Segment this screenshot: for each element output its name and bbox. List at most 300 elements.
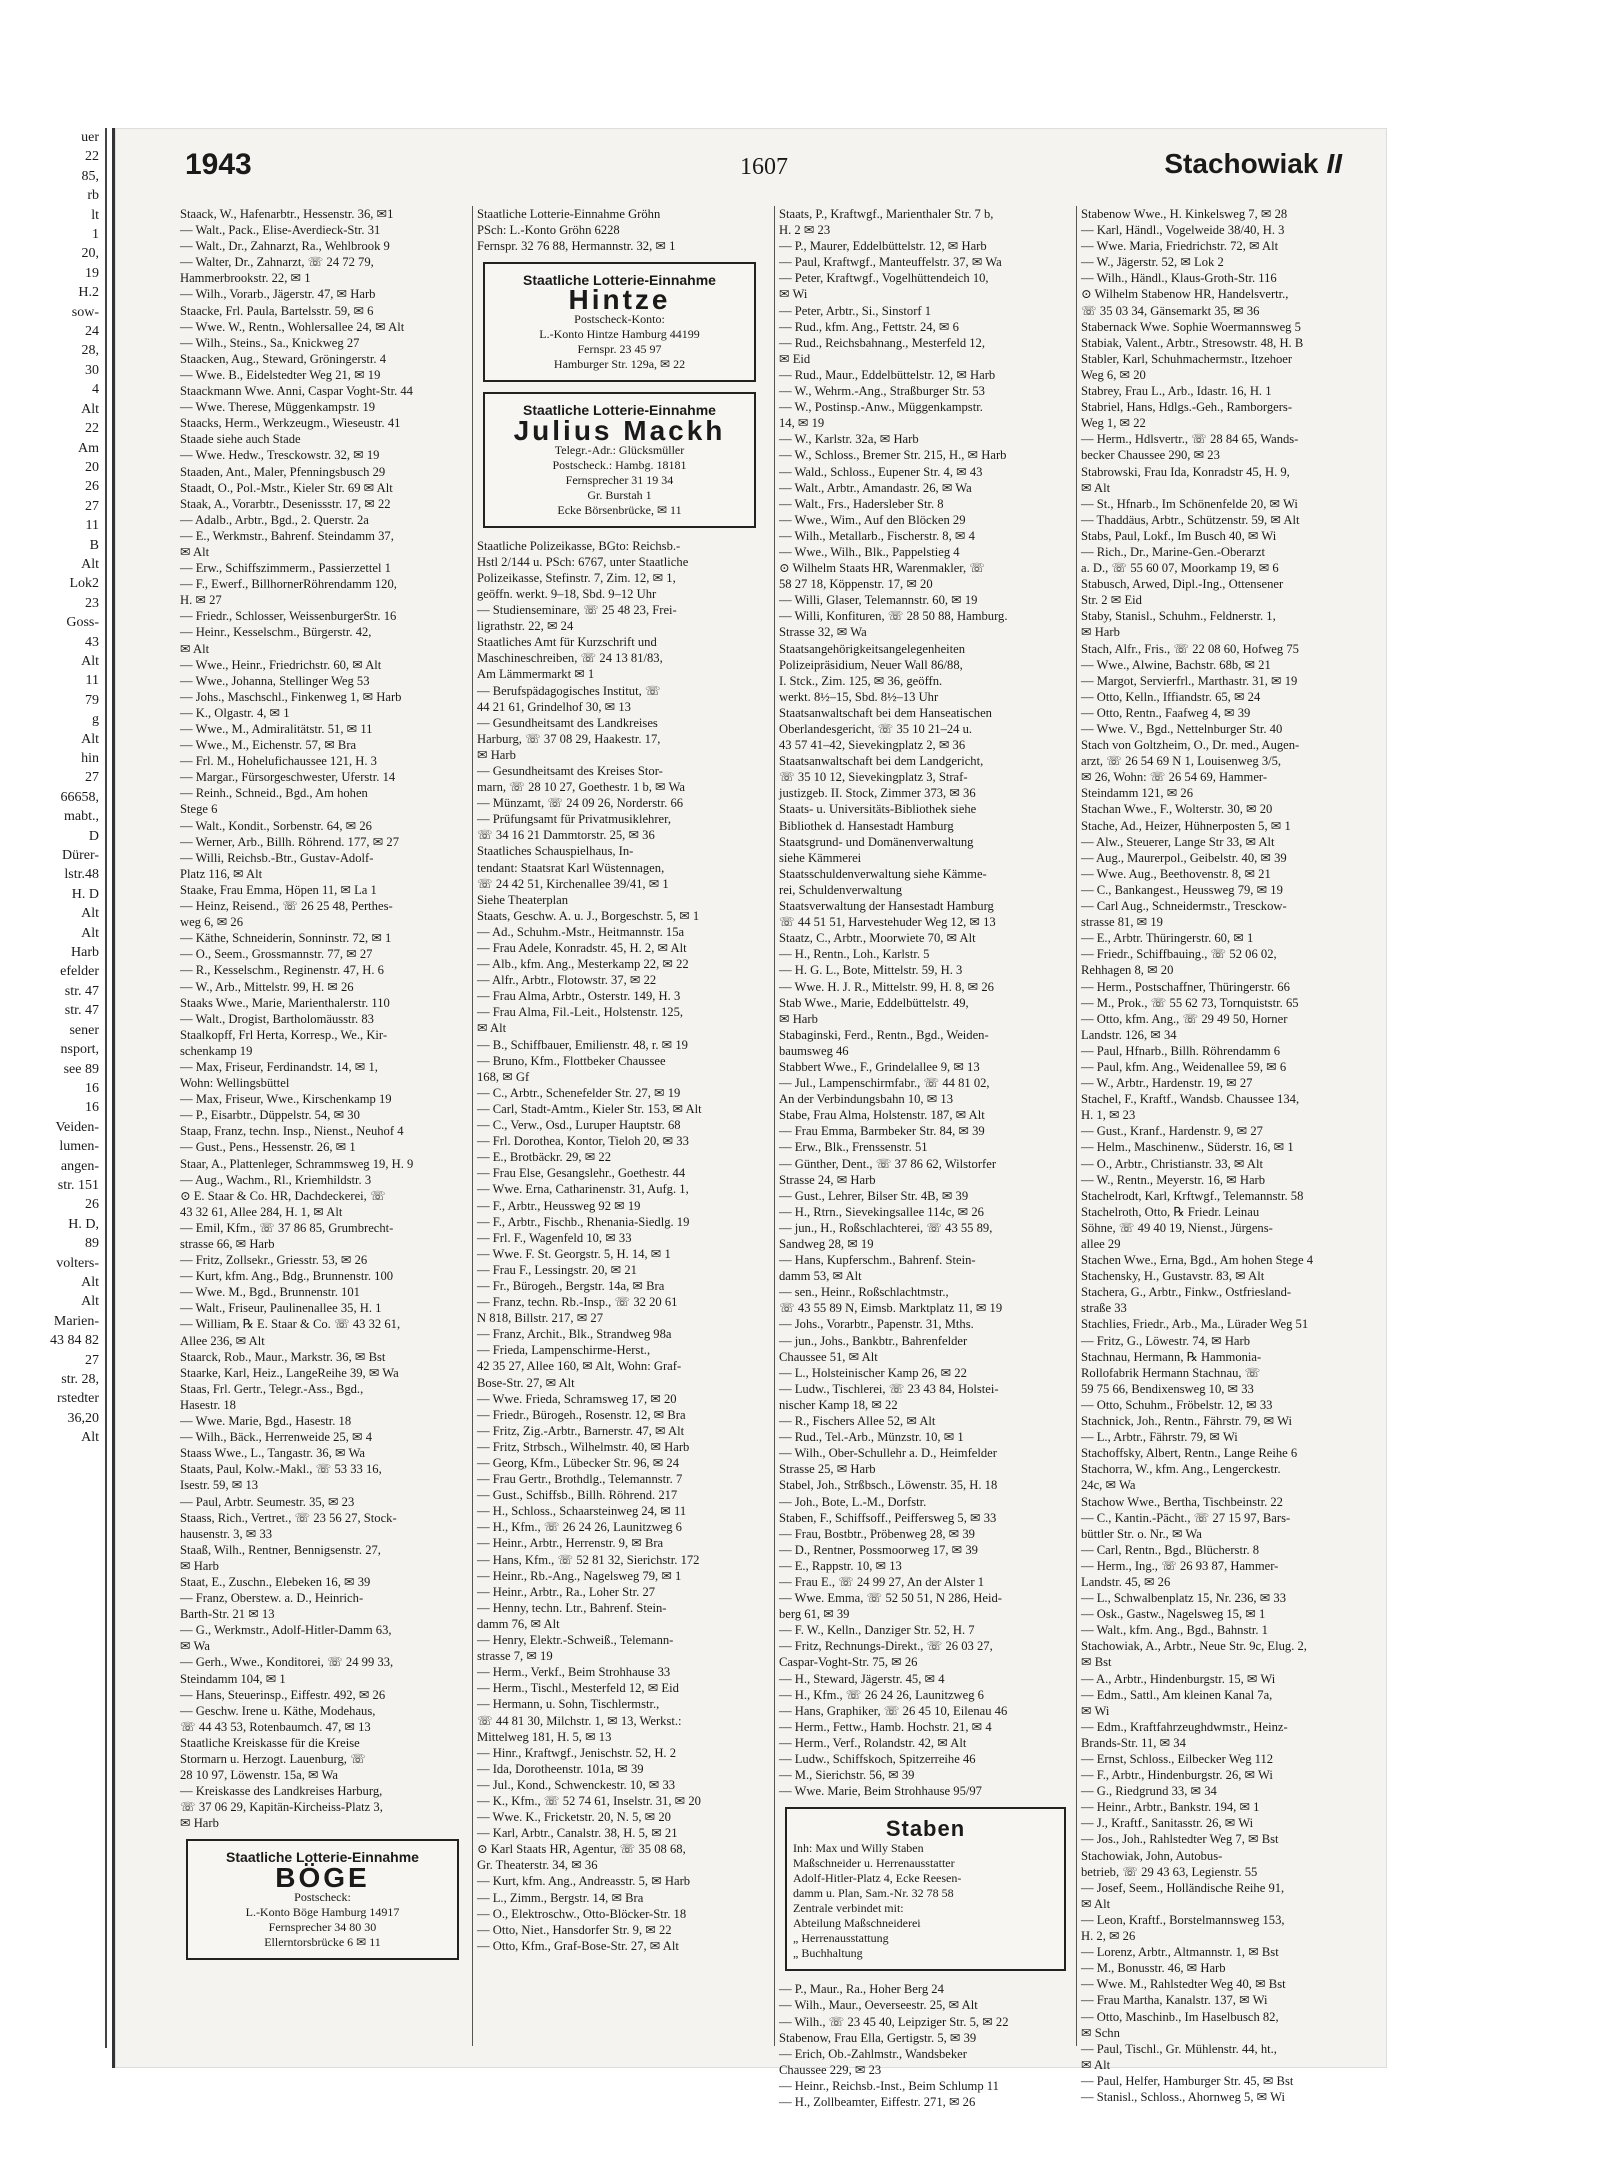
directory-entry: — Wwe. Marie, Beim Strohhause 95/97 xyxy=(779,1784,982,1799)
adjacent-page-text: Goss- xyxy=(66,615,99,631)
adjacent-page-text: 30 xyxy=(85,362,99,378)
directory-entry: — Lorenz, Arbtr., Altmannstr. 1, ✉ Bst xyxy=(1081,1945,1279,1960)
directory-entry: — Fr., Bürogeh., Bergstr. 14a, ✉ Bra xyxy=(477,1278,665,1293)
directory-entry: damm 76, ✉ Alt xyxy=(477,1616,560,1631)
directory-entry: — Günther, Dent., ☏ 37 86 62, Wilstorfer xyxy=(779,1156,997,1171)
directory-entry: 14, ✉ 19 xyxy=(779,416,825,431)
directory-entry: ✉ Wi xyxy=(1081,1703,1110,1718)
directory-entry: Staaden, Ant., Maler, Pfenningsbusch 29 xyxy=(180,464,386,479)
adjacent-page-text: H. D xyxy=(71,886,99,902)
directory-entry: ☏ 44 81 30, Milchstr. 1, ✉ 13, Werkst.: xyxy=(477,1713,682,1728)
directory-entry: — Wwe. Erna, Catharinenstr. 31, Aufg. 1, xyxy=(477,1182,689,1197)
directory-entry: geöffn. werkt. 9–18, Sbd. 9–12 Uhr xyxy=(477,586,657,601)
directory-entry: strasse 66, ✉ Harb xyxy=(180,1237,275,1251)
directory-entry: — B., Schiffbauer, Emilienstr. 48, r. ✉ 19 xyxy=(477,1037,688,1052)
directory-entry: Staackmann Wwe. Anni, Caspar Voght-Str. 44 xyxy=(180,384,413,399)
directory-entry: — F., Arbtr., Hindenburgstr. 26, ✉ Wi xyxy=(1081,1768,1273,1783)
directory-entry: Stachoffsky, Albert, Rentn., Lange Reihe 6 xyxy=(1081,1446,1298,1461)
directory-entry: — Franz, Archit., Blk., Strandweg 98a xyxy=(477,1327,672,1342)
directory-entry: Staadt, O., Pol.-Mstr., Kieler Str. 69 ✉ Alt xyxy=(180,480,393,495)
directory-entry: — W., Schloss., Bremer Str. 215, H., ✉ Harb xyxy=(779,448,1007,463)
directory-entry: — H., Kfm., ☏ 26 24 26, Launitzweg 6 xyxy=(477,1520,682,1535)
directory-entry: ☏ 43 55 89 N, Eimsb. Marktplatz 11, ✉ 19 xyxy=(779,1301,1003,1316)
ad-line: Fernspr. 23 45 97 xyxy=(577,342,662,357)
directory-entry: — Gust., Lehrer, Bilser Str. 4B, ✉ 39 xyxy=(779,1188,969,1203)
directory-entry: Steindamm 104, ✉ 1 xyxy=(180,1671,286,1686)
directory-entry: — Otto, Maschinb., Im Haselbusch 82, xyxy=(1081,2009,1279,2024)
ad-line: Postscheck: xyxy=(294,1889,351,1904)
adjacent-page-text: H.2 xyxy=(78,285,99,301)
ad-boege xyxy=(186,1839,459,1959)
directory-entry: — Wilh., Händl., Klaus-Groth-Str. 116 xyxy=(1081,271,1277,286)
directory-entry: Stach von Goltzheim, O., Dr. med., Augen- xyxy=(1081,738,1300,753)
directory-entry: Söhne, ☏ 49 40 19, Nienst., Jürgens- xyxy=(1081,1220,1273,1235)
directory-entry: Stabusch, Arwed, Dipl.-Ing., Ottensener xyxy=(1081,577,1284,592)
directory-entry: — jun., Johs., Bankbtr., Bahrenfelder xyxy=(779,1333,968,1348)
adjacent-page-text: 1 xyxy=(92,227,99,243)
adjacent-page-text: Alt xyxy=(81,1430,99,1446)
directory-entry: — Paul, Arbtr. Seumestr. 35, ✉ 23 xyxy=(180,1494,355,1509)
directory-entry: — Heinr., Rb.-Ang., Nagelsweg 79, ✉ 1 xyxy=(477,1568,682,1583)
directory-entry: — Berufspädagogisches Institut, ☏ xyxy=(477,683,661,698)
directory-entry: Staake, Frau Emma, Höpen 11, ✉ La 1 xyxy=(180,882,377,897)
directory-entry: Brands-Str. 11, ✉ 34 xyxy=(1081,1735,1186,1750)
directory-entry: — H., Rtrn., Sievekingsallee 114c, ✉ 26 xyxy=(779,1204,984,1219)
directory-entry: Stabernack Wwe. Sophie Woermannsweg 5 xyxy=(1081,319,1301,334)
directory-entry: hausenstr. 3, ✉ 33 xyxy=(180,1526,273,1541)
directory-entry: Stache, Ad., Heizer, Hühnerposten 5, ✉ 1 xyxy=(1081,818,1291,833)
directory-entry: Staacke, Frl. Paula, Bartelsstr. 59, ✉ 6 xyxy=(180,303,374,318)
directory-entry: — C., Bankangest., Heussweg 79, ✉ 19 xyxy=(1081,882,1283,897)
directory-entry: Stachow Wwe., Bertha, Tischbeinstr. 22 xyxy=(1081,1494,1283,1509)
directory-entry: Harburg, ☏ 37 08 29, Haakestr. 17, xyxy=(477,731,661,746)
directory-entry: — Heinr., Reichsb.-Inst., Beim Schlump 11 xyxy=(779,2078,999,2093)
adjacent-page-text: 43 84 82 xyxy=(50,1333,99,1349)
directory-entry: 42 35 27, Allee 160, ✉ Alt, Wohn: Graf- xyxy=(477,1359,682,1374)
directory-entry: — Gust., Pens., Hessenstr. 26, ✉ 1 xyxy=(180,1140,356,1155)
adjacent-page-text: 4 xyxy=(92,382,99,398)
directory-entry: Staack, W., Hafenarbtr., Hessenstr. 36, ✉1 xyxy=(180,207,394,221)
directory-entry: Stachowiak, John, Autobus- xyxy=(1081,1848,1223,1863)
columns xyxy=(180,206,1370,2110)
directory-entry: — E., Rappstr. 10, ✉ 13 xyxy=(779,1558,902,1573)
directory-entry: — M., Prok., ☏ 55 62 73, Tornquiststr. 65 xyxy=(1081,995,1299,1010)
directory-entry: — K., Olgastr. 4, ✉ 1 xyxy=(180,705,290,720)
directory-entry: berg 61, ✉ 39 xyxy=(779,1607,850,1622)
adjacent-page-text: Veiden- xyxy=(55,1119,99,1135)
directory-entry: — Wwe., Wilh., Blk., Pappelstieg 4 xyxy=(779,544,960,559)
directory-entry: Staaks Wwe., Marie, Marienthalerstr. 110 xyxy=(180,995,390,1010)
directory-entry: Stachowiak, A., Arbtr., Neue Str. 9c, Elug. 2, xyxy=(1081,1639,1307,1654)
adjacent-page-text: 85, xyxy=(81,168,99,184)
directory-entry: — Johs., Vorarbtr., Papenstr. 31, Mths. xyxy=(779,1317,974,1332)
adjacent-page-text: 79 xyxy=(85,692,99,708)
directory-entry: Weg 1, ✉ 22 xyxy=(1081,416,1146,431)
directory-entry: — Franz, Oberstew. a. D., Heinrich- xyxy=(180,1591,364,1606)
column-4 xyxy=(1076,206,1375,2104)
directory-entry: Staatsschuldenverwaltung siehe Kämme- xyxy=(779,866,987,881)
directory-entry: — Friedr., Bürogeh., Rosenstr. 12, ✉ Bra xyxy=(477,1407,686,1422)
adjacent-page-text: 19 xyxy=(85,265,99,281)
directory-entry: — Kreiskasse des Landkreises Harburg, xyxy=(180,1784,383,1799)
directory-entry: Caspar-Voght-Str. 75, ✉ 26 xyxy=(779,1655,918,1670)
directory-entry: ✉ Alt xyxy=(1081,480,1111,495)
directory-entry: Stabler, Karl, Schuhmachermstr., Itzehoer xyxy=(1081,351,1293,366)
directory-entry: Hstl 2/144 u. PSch: 6767, unter Staatliche xyxy=(477,554,689,569)
adjacent-page-text: rb xyxy=(87,188,99,204)
directory-entry: — Herm., Fettw., Hamb. Hochstr. 21, ✉ 4 xyxy=(779,1719,992,1734)
adjacent-page-text: Alt xyxy=(81,731,99,747)
directory-entry: Staat, E., Zuschn., Elebeken 16, ✉ 39 xyxy=(180,1574,371,1589)
directory-entry: Stachen Wwe., Erna, Bgd., Am hohen Stege 4 xyxy=(1081,1253,1314,1268)
directory-entry: — Fritz, Rechnungs-Direkt., ☏ 26 03 27, xyxy=(779,1639,993,1654)
adjacent-page-text: 11 xyxy=(85,518,99,534)
directory-entry: — H., Rentn., Loh., Karlstr. 5 xyxy=(779,947,930,962)
directory-entry: — Ad., Schuhm.-Mstr., Heitmannstr. 15a xyxy=(477,924,685,939)
directory-entry: ✉ Harb xyxy=(180,1558,219,1573)
directory-entry: — Peter, Kraftwgf., Vogelhüttendeich 10, xyxy=(779,271,989,286)
directory-entry: Staap, Franz, techn. Insp., Nienst., Neuhof 4 xyxy=(180,1124,404,1139)
directory-entry: — Wwe., Wim., Auf den Blöcken 29 xyxy=(779,512,966,527)
directory-entry: — P., Eisarbtr., Düppelstr. 54, ✉ 30 xyxy=(180,1108,360,1123)
directory-entry: ⊙ E. Staar & Co. HR, Dachdeckerei, ☏ xyxy=(180,1188,386,1203)
directory-entry: — Otto, Kelln., Iffiandstr. 65, ✉ 24 xyxy=(1081,689,1261,704)
directory-entry: — Wwe. F. St. Georgstr. 5, H. 14, ✉ 1 xyxy=(477,1246,671,1261)
directory-entry: 28 10 97, Löwenstr. 15a, ✉ Wa xyxy=(180,1768,338,1783)
directory-entry: Stachnick, Joh., Rentn., Fährstr. 79, ✉ Wi xyxy=(1081,1414,1292,1429)
directory-entry: Stabrey, Frau L., Arb., Idastr. 16, H. 1 xyxy=(1081,384,1272,399)
directory-entry: H. 1, ✉ 23 xyxy=(1081,1108,1136,1123)
directory-entry: — P., Maur., Ra., Hoher Berg 24 xyxy=(779,1982,944,1997)
directory-entry: — Frau Emma, Barmbeker Str. 84, ✉ 39 xyxy=(779,1124,985,1139)
directory-entry: — Wwe., M., Admiralitätstr. 51, ✉ 11 xyxy=(180,722,373,736)
directory-entry: Staass Wwe., L., Tangastr. 36, ✉ Wa xyxy=(180,1446,365,1461)
directory-entry: — Frau, Bostbtr., Pröbenweg 28, ✉ 39 xyxy=(779,1526,975,1541)
directory-entry: — L., Arbtr., Fährstr. 79, ✉ Wi xyxy=(1081,1430,1238,1445)
adjacent-page-text: Alt xyxy=(81,1274,99,1290)
directory-entry: Stabs, Paul, Lokf., Im Busch 40, ✉ Wi xyxy=(1081,528,1277,543)
directory-entry: Strasse 32, ✉ Wa xyxy=(779,625,867,640)
adjacent-page-text: lstr.48 xyxy=(64,867,99,883)
directory-entry: damm 53, ✉ Alt xyxy=(779,1269,862,1284)
directory-entry: — Alb., kfm. Ang., Mesterkamp 22, ✉ 22 xyxy=(477,957,689,972)
ad-name: Hintze xyxy=(568,284,671,316)
adjacent-page-text: g xyxy=(92,712,99,728)
directory-entry: ☏ 44 51 51, Harvestehuder Weg 12, ✉ 13 xyxy=(779,915,996,930)
directory-entry: — Max, Friseur, Wwe., Kirschenkamp 19 xyxy=(180,1092,392,1107)
directory-entry: baumsweg 46 xyxy=(779,1043,849,1058)
directory-entry: 43 32 61, Allee 284, H. 1, ✉ Alt xyxy=(180,1204,343,1219)
directory-entry: Stachnau, Hermann, ℞ Hammonia- xyxy=(1081,1349,1262,1364)
directory-entry: — Jul., Lampenschirmfabr., ☏ 44 81 02, xyxy=(779,1076,990,1091)
directory-entry: — Wwe. Emma, ☏ 52 50 51, N 286, Heid- xyxy=(779,1591,1002,1606)
directory-entry: Steindamm 121, ✉ 26 xyxy=(1081,786,1193,801)
adjacent-page-text: str. 47 xyxy=(64,983,99,999)
directory-entry: — Herm., Hdlsvertr., ☏ 28 84 65, Wands- xyxy=(1081,432,1299,447)
directory-entry: An der Verbindungsbahn 10, ✉ 13 xyxy=(779,1092,954,1107)
directory-entry: — Rich., Dr., Marine-Gen.-Oberarzt xyxy=(1081,544,1265,559)
directory-entry: — Edm., Sattl., Am kleinen Kanal 7a, xyxy=(1081,1687,1273,1702)
directory-entry: — Ida, Dorotheenstr. 101a, ✉ 39 xyxy=(477,1761,644,1776)
directory-entry: — jun., H., Roßschlachterei, ☏ 43 55 89, xyxy=(779,1220,993,1235)
directory-entry: Stabel, Joh., Strßbsch., Löwenstr. 35, H. 18 xyxy=(779,1478,998,1493)
adjacent-page-text: Alt xyxy=(81,653,99,669)
year: 1943 xyxy=(185,148,252,181)
directory-entry: Staats, P., Kraftwgf., Marienthaler Str. 7 b, xyxy=(779,207,994,221)
directory-entry: ⊙ Wilhelm Staats HR, Warenmakler, ☏ xyxy=(779,561,986,576)
directory-entry: — Wwe. M., Rahlstedter Weg 40, ✉ Bst xyxy=(1081,1977,1286,1992)
directory-entry: — Carl, Stadt-Amtm., Kieler Str. 153, ✉ Alt xyxy=(477,1101,702,1116)
directory-entry: büttler Str. o. Nr., ✉ Wa xyxy=(1081,1526,1202,1541)
adjacent-page-text: Alt xyxy=(81,906,99,922)
ad-line: Telegr.-Adr.: Glücksmüller xyxy=(554,442,685,457)
directory-entry: — F., Arbtr., Fischb., Rhenania-Siedlg. 19 xyxy=(477,1214,690,1229)
adjacent-page-text: Dürer- xyxy=(61,848,99,864)
directory-entry: — W., Rentn., Meyerstr. 16, ✉ Harb xyxy=(1081,1172,1266,1187)
directory-entry: — Erich, Ob.-Zahlmstr., Wandsbeker xyxy=(779,2046,967,2061)
directory-entry: — Frau Martha, Kanalstr. 137, ✉ Wi xyxy=(1081,1993,1268,2008)
directory-entry: Staatliche Polizeikasse, BGto: Reichsb.- xyxy=(477,538,681,553)
directory-entry: — Otto, Kfm., Graf-Bose-Str. 27, ✉ Alt xyxy=(477,1938,679,1953)
directory-entry: — Gesundheitsamt des Kreises Stor- xyxy=(477,763,663,778)
directory-entry: Staatliche Lotterie-Einnahme Gröhn xyxy=(477,207,661,221)
directory-entry: — W., Karlstr. 32a, ✉ Harb xyxy=(779,432,919,447)
directory-entry: — Otto, Niet., Hansdorfer Str. 9, ✉ 22 xyxy=(477,1922,672,1937)
directory-entry: nischer Kamp 18, ✉ 22 xyxy=(779,1397,898,1412)
directory-entry: — Käthe, Schneiderin, Sonninstr. 72, ✉ 1 xyxy=(180,931,392,946)
ad-line: Fernsprecher 34 80 30 xyxy=(268,1919,377,1934)
directory-entry: ligrathstr. 22, ✉ 24 xyxy=(477,619,574,634)
directory-entry: — Kurt, kfm. Ang., Bdg., Brunnenstr. 100 xyxy=(180,1269,394,1284)
directory-entry: — Wwe., Alwine, Bachstr. 68b, ✉ 21 xyxy=(1081,657,1271,672)
directory-entry: Staacks, Herm., Werkzeugm., Wieseustr. 41 xyxy=(180,416,401,431)
directory-entry: — Gust., Schiffsb., Billh. Röhrend. 217 xyxy=(477,1488,678,1503)
ad-line: Hamburger Str. 129a, ✉ 22 xyxy=(553,357,686,372)
directory-entry: — St., Hfnarb., Im Schönenfelde 20, ✉ Wi xyxy=(1081,496,1298,511)
directory-entry: — Wwe. Maria, Friedrichstr. 72, ✉ Alt xyxy=(1081,239,1279,254)
adjacent-page-text: 27 xyxy=(85,770,99,786)
adjacent-page-text: B xyxy=(89,537,99,553)
directory-entry: — E., Brotbäckr. 29, ✉ 22 xyxy=(477,1150,612,1165)
directory-entry: — Helm., Maschinenw., Süderstr. 16, ✉ 1 xyxy=(1081,1140,1294,1155)
directory-entry: Staacken, Aug., Steward, Gröningerstr. 4 xyxy=(180,351,387,366)
directory-entry: Sandweg 28, ✉ 19 xyxy=(779,1237,874,1251)
directory-entry: — Heinr., Kesselschm., Bürgerstr. 42, xyxy=(180,625,372,640)
column-1 xyxy=(180,206,465,2046)
adjacent-page-text: hin xyxy=(81,751,99,766)
directory-entry: Strasse 24, ✉ Harb xyxy=(779,1172,876,1187)
directory-entry: — Wilh., Ober-Schullehr a. D., Heimfelder xyxy=(779,1446,997,1461)
directory-entry: — Franz, techn. Rb.-Insp., ☏ 32 20 61 xyxy=(477,1295,678,1310)
directory-entry: — Stanisl., Schloss., Ahornweg 5, ✉ Wi xyxy=(1081,2089,1285,2104)
directory-entry: — Hans, Steuerinsp., Eiffestr. 492, ✉ 26 xyxy=(180,1687,386,1702)
adjacent-page-text: 26 xyxy=(85,479,99,495)
directory-entry: — W., Arbtr., Hardenstr. 19, ✉ 27 xyxy=(1081,1076,1253,1091)
directory-entry: Landstr. 126, ✉ 34 xyxy=(1081,1027,1177,1042)
adjacent-page-text: sow- xyxy=(71,304,99,320)
directory-entry: — Frau Alma, Fil.-Leit., Holstenstr. 125, xyxy=(477,1005,684,1020)
adjacent-page-text: 22 xyxy=(85,421,99,437)
adjacent-page-text: sener xyxy=(69,1022,99,1038)
directory-entry: ☏ 37 06 29, Kapitän-Kircheiss-Platz 3, xyxy=(180,1800,383,1815)
adjacent-page-text: 36,20 xyxy=(67,1410,99,1426)
directory-entry: a. D., ☏ 55 60 07, Moorkamp 19, ✉ 6 xyxy=(1081,561,1279,576)
directory-entry: — Hans, Kfm., ☏ 52 81 32, Sierichstr. 172 xyxy=(477,1552,700,1567)
directory-entry: Chaussee 229, ✉ 23 xyxy=(779,2062,882,2077)
directory-entry: ✉ Schn xyxy=(1081,2025,1120,2040)
directory-entry: — Jul., Kond., Schwenckestr. 10, ✉ 33 xyxy=(477,1777,676,1792)
directory-entry: ✉ Bst xyxy=(1081,1655,1112,1670)
directory-entry: Fernspr. 32 76 88, Hermannstr. 32, ✉ 1 xyxy=(477,239,676,254)
column-2-top xyxy=(477,206,762,254)
directory-entry: — Wwe. B., Eidelstedter Weg 21, ✉ 19 xyxy=(180,367,381,382)
directory-entry: — M., Bonusstr. 46, ✉ Harb xyxy=(1081,1961,1226,1976)
directory-entry: ✉ Eid xyxy=(779,351,811,366)
directory-entry: — Heinr., Arbtr., Herrenstr. 9, ✉ Bra xyxy=(477,1536,664,1551)
directory-entry: — Ludw., Tischlerei, ☏ 23 43 84, Holstei- xyxy=(779,1381,999,1396)
directory-entry: — Walt., Drogist, Bartholomäusstr. 83 xyxy=(180,1011,374,1026)
directory-entry: Stege 6 xyxy=(180,802,218,817)
directory-entry: ☏ 44 43 53, Rotenbaumch. 47, ✉ 13 xyxy=(180,1719,371,1734)
directory-entry: marn, ☏ 28 10 27, Goethestr. 1 b, ✉ Wa xyxy=(477,780,685,795)
adjacent-page-text: 89 xyxy=(85,1236,99,1252)
directory-entry: Staalkopff, Frl Herta, Korresp., We., Kir- xyxy=(180,1027,388,1042)
adjacent-page-text: Am xyxy=(78,440,99,456)
directory-entry: Staass, Rich., Vertret., ☏ 23 56 27, Stock- xyxy=(180,1510,397,1525)
directory-entry: Stachera, G., Arbtr., Finkw., Ostfriesland- xyxy=(1081,1285,1292,1300)
ad-line: Postscheck.: Hambg. 18181 xyxy=(552,457,687,472)
ad-line: Maßschneider u. Herrenausstatter xyxy=(793,1856,955,1871)
adjacent-page-fragment xyxy=(0,128,107,2048)
directory-entry: schenkamp 19 xyxy=(180,1043,253,1058)
directory-entry: — Wilh., Bäck., Herrenweide 25, ✉ 4 xyxy=(180,1430,373,1445)
adjacent-page-text: nsport, xyxy=(60,1042,99,1058)
directory-entry: — Paul, Helfer, Hamburger Str. 45, ✉ Bst xyxy=(1081,2073,1294,2088)
directory-entry: — Geschw. Irene u. Käthe, Modehaus, xyxy=(180,1703,376,1718)
directory-entry: — Hans, Kupferschm., Bahrenf. Stein- xyxy=(779,1253,976,1268)
directory-entry: Weg 6, ✉ 20 xyxy=(1081,367,1146,382)
directory-entry: Strasse 25, ✉ Harb xyxy=(779,1462,876,1477)
adjacent-page-text: 20, xyxy=(81,246,99,262)
directory-entry: arzt, ☏ 26 54 69 N 1, Louisenweg 3/5, xyxy=(1081,754,1282,769)
directory-entry: — R., Kesselschm., Reginenstr. 47, H. 6 xyxy=(180,963,384,978)
adjacent-page-text: 16 xyxy=(85,1080,99,1096)
directory-entry: — Otto, kfm. Ang., ☏ 29 49 50, Horner xyxy=(1081,1011,1288,1026)
directory-entry: — O., Arbtr., Christianstr. 33, ✉ Alt xyxy=(1081,1156,1263,1171)
ad-headline: Staatliche Lotterie-Einnahme xyxy=(226,1849,419,1866)
directory-entry: Stachan Wwe., F., Wolterstr. 30, ✉ 20 xyxy=(1081,802,1273,817)
directory-entry: — Studienseminare, ☏ 25 48 23, Frei- xyxy=(477,603,677,618)
directory-entry: — K., Kfm., ☏ 52 74 61, Inselstr. 31, ✉ 20 xyxy=(477,1793,701,1808)
directory-entry: Staaß, Wilh., Rentner, Bennigsenstr. 27, xyxy=(180,1542,381,1557)
volume: II xyxy=(1326,148,1342,179)
directory-entry: — C., Arbtr., Schenefelder Str. 27, ✉ 19 xyxy=(477,1085,681,1100)
directory-entry: — Alw., Steuerer, Lange Str 33, ✉ Alt xyxy=(1081,834,1275,849)
adjacent-page-text: Alt xyxy=(81,401,99,417)
directory-entry: — R., Fischers Allee 52, ✉ Alt xyxy=(779,1414,936,1429)
directory-entry: ✉ Harb xyxy=(180,1816,219,1831)
directory-entry: — Frau E., ☏ 24 99 27, An der Alster 1 xyxy=(779,1574,984,1589)
directory-entry: strasse 81, ✉ 19 xyxy=(1081,915,1163,930)
directory-entry: — Hermann, u. Sohn, Tischlermstr., xyxy=(477,1697,660,1712)
directory-entry: ☏ 35 03 34, Gänsemarkt 35, ✉ 36 xyxy=(1081,303,1260,318)
directory-entry: — F., Arbtr., Heussweg 92 ✉ 19 xyxy=(477,1198,641,1213)
directory-entry: betrieb, ☏ 29 43 63, Legienstr. 55 xyxy=(1081,1864,1258,1879)
directory-entry: — Herm., Verkf., Beim Strohhause 33 xyxy=(477,1665,671,1680)
directory-entry: — Gesundheitsamt des Landkreises xyxy=(477,715,658,730)
directory-entry: — P., Maurer, Eddelbüttelstr. 12, ✉ Harb xyxy=(779,239,987,254)
directory-entry: — W., Arb., Mittelstr. 99, H. ✉ 26 xyxy=(180,979,354,994)
ad-headline: Staatliche Lotterie-Einnahme xyxy=(523,272,716,289)
ad-line: Postscheck-Konto: xyxy=(574,312,665,327)
directory-entry: — Wilh., Metallarb., Fischerstr. 8, ✉ 4 xyxy=(779,528,975,543)
directory-entry: — Carl Aug., Schneidermstr., Tresckow- xyxy=(1081,899,1287,914)
directory-entry: — Otto, Rentn., Faafweg 4, ✉ 39 xyxy=(1081,705,1251,720)
adjacent-page-text: 16 xyxy=(85,1100,99,1116)
directory-entry: Staar, A., Plattenleger, Schrammsweg 19, H. 9 xyxy=(180,1156,414,1171)
directory-page xyxy=(112,128,1387,2110)
column-2-entries xyxy=(477,538,762,1954)
directory-entry: — A., Arbtr., Hindenburgstr. 15, ✉ Wi xyxy=(1081,1671,1276,1686)
directory-entry: — F., Ewerf., BillhornerRöhrendamm 120, xyxy=(180,577,397,592)
directory-entry: — Wald., Schloss., Eupener Str. 4, ✉ 43 xyxy=(779,464,983,479)
directory-entry: ✉ Alt xyxy=(1081,1896,1111,1911)
column-1-entries xyxy=(180,206,465,1831)
directory-entry: — Adalb., Arbtr., Bgd., 2. Querstr. 2a xyxy=(180,512,369,527)
directory-entry: — Bruno, Kfm., Flottbeker Chaussee xyxy=(477,1053,666,1068)
directory-entry: — Frau Adele, Konradstr. 45, H. 2, ✉ Alt xyxy=(477,941,687,955)
directory-entry: — O., Elektroschw., Otto-Blöcker-Str. 18 xyxy=(477,1906,687,1921)
directory-entry: — W., Postinsp.-Anw., Müggenkampstr. xyxy=(779,400,983,415)
ad-name: Julius Mackh xyxy=(513,414,726,446)
directory-entry: — F. W., Kelln., Danziger Str. 52, H. 7 xyxy=(779,1623,975,1638)
directory-entry: — sen., Heinr., Roßschlachtmstr., xyxy=(779,1285,949,1300)
directory-entry: — Willi, Konfituren, ☏ 28 50 88, Hamburg. xyxy=(779,609,1008,624)
adjacent-page-text: 23 xyxy=(85,595,99,611)
directory-entry: — Wwe., M., Eichenstr. 57, ✉ Bra xyxy=(180,738,357,753)
directory-entry: Stabbert Wwe., F., Grindelallee 9, ✉ 13 xyxy=(779,1059,980,1074)
directory-entry: — Rud., Reichsbahnang., Mesterfeld 12, xyxy=(779,335,986,350)
directory-entry: — H., Zollbeamter, Eiffestr. 271, ✉ 26 xyxy=(779,2095,976,2110)
directory-entry: — Walt., Arbtr., Amandastr. 26, ✉ Wa xyxy=(779,480,972,495)
directory-entry: Stachlies, Friedr., Arb., Ma., Lürader Weg 51 xyxy=(1081,1317,1309,1332)
directory-entry: — L., Holsteinischer Kamp 26, ✉ 22 xyxy=(779,1365,967,1380)
directory-entry: Rehhagen 8, ✉ 20 xyxy=(1081,963,1174,978)
directory-entry: Staatsanwaltschaft bei dem Hanseatischen xyxy=(779,705,992,720)
directory-entry: — Karl, Händl., Vogelweide 38/40, H. 3 xyxy=(1081,223,1285,238)
directory-entry: — Friedr., Schiffbauing., ☏ 52 06 02, xyxy=(1081,947,1277,962)
directory-entry: weg 6, ✉ 26 xyxy=(180,915,244,930)
directory-entry: — Prüfungsamt für Privatmusiklehrer, xyxy=(477,812,671,827)
directory-entry: PSch: L.-Konto Gröhn 6228 xyxy=(477,223,620,238)
directory-entry: — Frau Gertr., Brothdlg., Telemannstr. 7 xyxy=(477,1472,683,1487)
directory-entry: — G., Riedgrund 33, ✉ 34 xyxy=(1081,1784,1217,1799)
directory-entry: — Walter, Dr., Zahnarzt, ☏ 24 72 79, xyxy=(180,255,374,270)
directory-entry: 24c, ✉ Wa xyxy=(1081,1478,1136,1493)
adjacent-page-text: efelder xyxy=(60,964,99,980)
directory-entry: Stachelroth, Otto, ℞ Friedr. Leinau xyxy=(1081,1204,1260,1219)
directory-entry: — Carl, Rentn., Bgd., Blücherstr. 8 xyxy=(1081,1542,1260,1557)
directory-entry: — Wwe. Frieda, Schramsweg 17, ✉ 20 xyxy=(477,1391,677,1406)
directory-entry: — H., Steward, Jägerstr. 45, ✉ 4 xyxy=(779,1671,945,1686)
directory-entry: — H. G. L., Bote, Mittelstr. 59, H. 3 xyxy=(779,963,963,978)
directory-entry: — Walt., Pack., Elise-Averdieck-Str. 31 xyxy=(180,223,381,238)
directory-entry: — Margar., Fürsorgeschwester, Uferstr. 14 xyxy=(180,770,396,785)
directory-entry: Gr. Theaterstr. 34, ✉ 36 xyxy=(477,1858,598,1873)
directory-entry: straße 33 xyxy=(1081,1301,1127,1316)
directory-entry: Stach, Alfr., Fris., ☏ 22 08 60, Hofweg 75 xyxy=(1081,641,1299,656)
directory-entry: — C., Verw., Osd., Luruper Hauptstr. 68 xyxy=(477,1118,681,1133)
